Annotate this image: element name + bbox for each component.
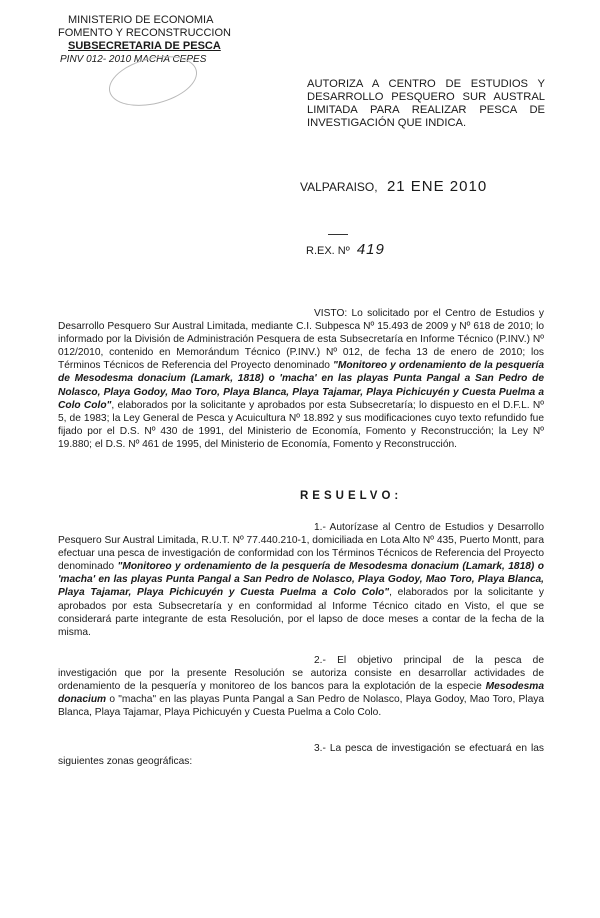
subsecretaria-line: SUBSECRETARIA DE PESCA [68,40,221,52]
visto-text-3: , elaborados por la solicitante y aprobados por esta Subsecretaría; lo dispuesto en el D.F.L. Nº 5, de 1983; la Ley General de Pesca y Acuicultura Nº 18.892 y sus modificaciones cuyo texto refundido fue fijado por el D.S. Nº 430 de 1991, del Ministerio de Economía, Fomento y Reconstrucción; la Ley Nº 19.880; el D.S. Nº 461 de 1995, del Ministerio de Economía, Fomento y Reconstrucción. [58,399,544,450]
item-1-paragraph [58,521,544,639]
item-3-text-1: 3.- La pesca de investigación se efectuará en las siguientes zonas geográficas: [58,743,544,768]
reference-code: PINV 012- 2010 MACHA CEPES [60,54,207,65]
place-date [300,178,487,195]
resolution-number [306,241,385,258]
item-3-paragraph [58,742,544,768]
visto-project-title: "Monitoreo y ordenamiento de la pesquería de Mesodesma donacium (Lamark, 1818) o 'macha' en las playas Punta Pangal a San Pedro de Nolasco, Playa Godoy, Mao Toro, Playa Blanca, Playa Tajamar, Playa Pichicuyén y Cuesta Puelma a Colo Colo" [58,360,544,411]
item-2-text-1: 2.- El objetivo principal de la pesca de investigación que por la presente Resolución se autoriza consiste en desarrollar actividades de ordenamiento de la pesquería y monitoreo de los bancos para la explotación de la especie [58,655,544,693]
date-stamp: 21 ENE 2010 [386,178,488,195]
ministry-line-2: FOMENTO Y RECONSTRUCCION [58,27,231,39]
item-1-project-title: "Monitoreo y ordenamiento de la pesquería de Mesodesma donacium (Lamark, 1818) o 'macha' en las playas Punta Pangal a San Pedro de Nolasco, Playa Godoy, Mao Toro, Playa Blanca, Playa Tajamar, Playa Pichicuyén y Cuesta Puelma a Colo Colo" [58,561,544,599]
resolution-value: 419 [356,241,385,258]
subject-line-4: INVESTIGACIÓN QUE INDICA. [307,117,467,129]
subject-line-3: LIMITADA PARA REALIZAR PESCA DE [307,104,545,116]
resolution-label: R.EX. Nº [306,245,350,257]
item-2-text-3: o "macha" en las playas Punta Pangal a San Pedro de Nolasco, Playa Godoy, Mao Toro, Playa Blanca, Playa Tajamar, Playa Pichicuyén y Cuesta Puelma a Colo Colo. [58,694,544,719]
item-2-species: Mesodesma donacium [58,681,544,706]
item-1-text-3: , elaborados por la solicitante y aprobados por esta Subsecretaría y en conformidad al Informe Técnico citado en Visto, el que se considerará parte integrante de esta Resolución, por el lapso de doce meses a contar de la fecha de la misma. [58,587,544,638]
ministry-line-1: MINISTERIO DE ECONOMIA [68,14,214,26]
subject-line-1: AUTORIZA A CENTRO DE ESTUDIOS Y [307,78,545,90]
subject-block [307,78,545,130]
item-1-text-1: 1.- Autorízase al Centro de Estudios y Desarrollo Pesquero Sur Austral Limitada, R.U.T. Nº 77.440.210-1, domiciliada en Lota Alto Nº 435, Puerto Montt, para efectuar una pesca de investigación de conformidad con los Términos Técnicos de Referencia del Proyecto denominado [58,522,544,573]
resuelvo-heading: RESUELVO: [300,490,403,502]
divider [328,234,348,235]
visto-paragraph [58,307,544,451]
visto-text-1: VISTO: Lo solicitado por el Centro de Estudios y Desarrollo Pesquero Sur Austral Limitada, mediante C.I. Subpesca Nº 15.493 de 2009 y Nº 618 de 2010; lo informado por la División de Administración Pesquera de esta Subsecretaría en Informe Técnico (P.INV.) Nº 012/2010, contenido en Memorándum Técnico (P.INV.) Nº 012, de fecha 13 de enero de 2010; los Términos Técnicos de Referencia del Proyecto denominado [58,308,544,372]
place: VALPARAISO, [300,180,378,194]
subject-line-2: DESARROLLO PESQUERO SUR AUSTRAL [307,91,545,103]
item-2-paragraph [58,654,544,719]
